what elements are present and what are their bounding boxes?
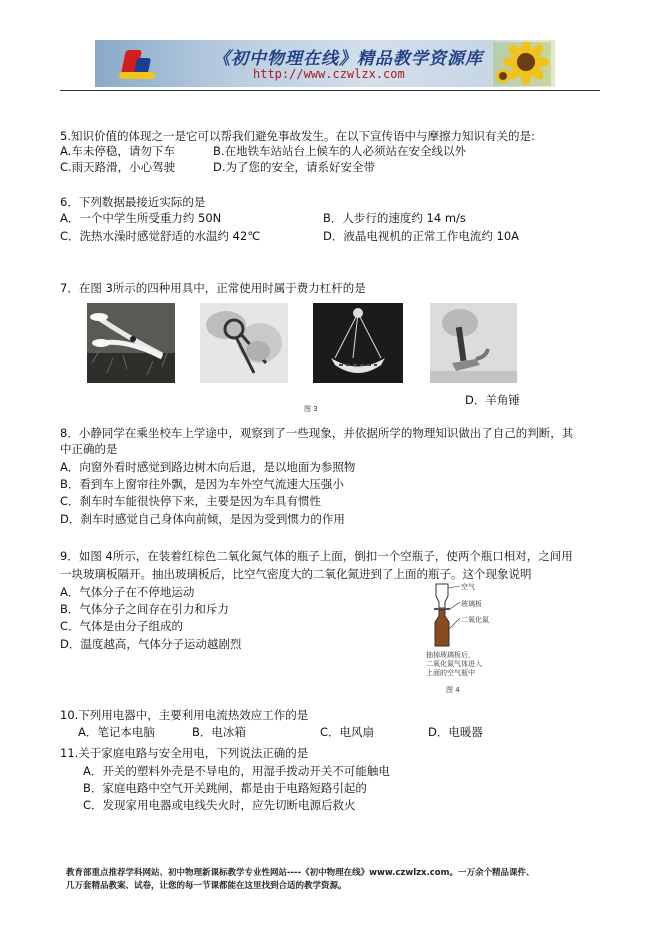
q11-stem: 11.关于家庭电路与安全用电，下列说法正确的是 bbox=[60, 746, 309, 760]
figure4-note-line3: 上面的空气瓶中 bbox=[426, 669, 475, 677]
figure4-label-air: 空气 bbox=[461, 583, 475, 591]
q10-option-c: C．电风扇 bbox=[320, 725, 375, 739]
banner-title: 《初中物理在线》精品教学资源库 bbox=[213, 49, 483, 69]
q6-option-b: B．人步行的速度约 14 m/s bbox=[323, 211, 466, 225]
q6-stem: 6．下列数据最接近实际的是 bbox=[60, 195, 206, 209]
figure4-note-line2: 二氧化氮气体进入 bbox=[426, 660, 482, 668]
banner-url: http://www.czwlzx.com bbox=[253, 67, 405, 81]
footer-line2: 几万套精品教案、试卷，让您的每一节课都能在这里找到合适的教学资源。 bbox=[66, 881, 347, 891]
q5-stem: 5.知识价值的体现之一是它可以帮我们避免事故发生。在以下宣传语中与摩擦力知识有关的是: bbox=[60, 129, 535, 143]
figure4-label-no2: 二氧化氮 bbox=[461, 616, 489, 624]
q9-option-d: D．温度越高，气体分子运动越剧烈 bbox=[60, 637, 242, 651]
q8-option-b: B．看到车上窗帘往外飘，是因为车外空气流速大压强小 bbox=[60, 477, 344, 491]
figure3-photo-c bbox=[313, 303, 403, 383]
q6-option-d: D．液晶电视机的正常工作电流约 10A bbox=[323, 229, 520, 243]
q9-stem-line2: 一块玻璃板隔开。抽出玻璃板后，比空气密度大的二氧化氮进到了上面的瓶子。这个现象说明 bbox=[60, 567, 532, 581]
q11-option-a: A．开关的塑料外壳是不导电的，用湿手拨动开关不可能触电 bbox=[83, 764, 390, 778]
figure3-caption: 图 3 bbox=[304, 405, 318, 413]
q11-option-c: C．发现家用电器或电线失火时，应先切断电源后救火 bbox=[83, 798, 356, 812]
q5-option-c: C.雨天路滑，小心驾驶 bbox=[60, 160, 176, 174]
q5-option-a: A.车未停稳，请勿下车 bbox=[60, 144, 175, 158]
q9-option-b: B．气体分子之间存在引力和斥力 bbox=[60, 602, 229, 616]
q10-stem: 10.下列用电器中，主要利用电流热效应工作的是 bbox=[60, 708, 309, 722]
q5-option-d: D.为了您的安全，请系好安全带 bbox=[213, 160, 376, 174]
q9-stem-line1: 9．如图 4所示，在装着红棕色二氧化氮气体的瓶子上面，倒扣一个空瓶子，使两个瓶口相对，之间用 bbox=[60, 549, 573, 563]
q9-option-c: C．气体是由分子组成的 bbox=[60, 619, 184, 633]
q7-stem: 7．在图 3所示的四种用具中，正常使用时属于费力杠杆的是 bbox=[60, 281, 366, 295]
logo-icon-base bbox=[119, 72, 155, 79]
header-banner bbox=[95, 40, 555, 87]
figure4-note-line1: 抽掉玻璃板后， bbox=[426, 651, 475, 659]
q7-label-d: D．羊角锤 bbox=[465, 393, 520, 407]
q8-option-c: C．刹车时车能很快停下来，主要是因为车具有惯性 bbox=[60, 494, 322, 508]
q10-option-d: D．电暖器 bbox=[428, 725, 483, 739]
q5-option-b: B.在地铁车站站台上候车的人必须站在安全线以外 bbox=[213, 144, 467, 158]
figure4-caption: 图 4 bbox=[446, 686, 460, 694]
q6-option-a: A．一个中学生所受重力约 50N bbox=[60, 211, 222, 225]
q10-option-b: B．电冰箱 bbox=[192, 725, 246, 739]
q6-option-c: C．洗热水澡时感觉舒适的水温约 42℃ bbox=[60, 229, 261, 243]
q8-stem-line1: 8．小静同学在乘坐校车上学途中，观察到了一些现象，并依据所学的物理知识做出了自己的判断，其 bbox=[60, 426, 574, 440]
q8-option-a: A．向窗外看时感觉到路边树木向后退，是以地面为参照物 bbox=[60, 460, 356, 474]
q10-option-a: A．笔记本电脑 bbox=[78, 725, 155, 739]
header-divider bbox=[60, 90, 600, 91]
q8-option-d: D．刹车时感觉自己身体向前倾，是因为受到惯力的作用 bbox=[60, 512, 345, 526]
sunflower-icon bbox=[493, 42, 551, 86]
figure3-photo-a bbox=[87, 303, 175, 383]
q11-option-b: B．家庭电路中空气开关跳闸，都是由于电路短路引起的 bbox=[83, 781, 367, 795]
footer-line1: 教育部重点推荐学科网站、初中物理新课标教学专业性网站----《初中物理在线》www.czwlzx.com。一万余个精品课件、 bbox=[66, 868, 535, 878]
figure4-label-glass: 玻璃板 bbox=[461, 600, 482, 608]
q9-option-a: A．气体分子在不停地运动 bbox=[60, 585, 195, 599]
figure3-photo-b bbox=[200, 303, 288, 383]
q8-stem-line2: 中正确的是 bbox=[60, 442, 118, 456]
figure3-photo-d bbox=[430, 303, 517, 383]
